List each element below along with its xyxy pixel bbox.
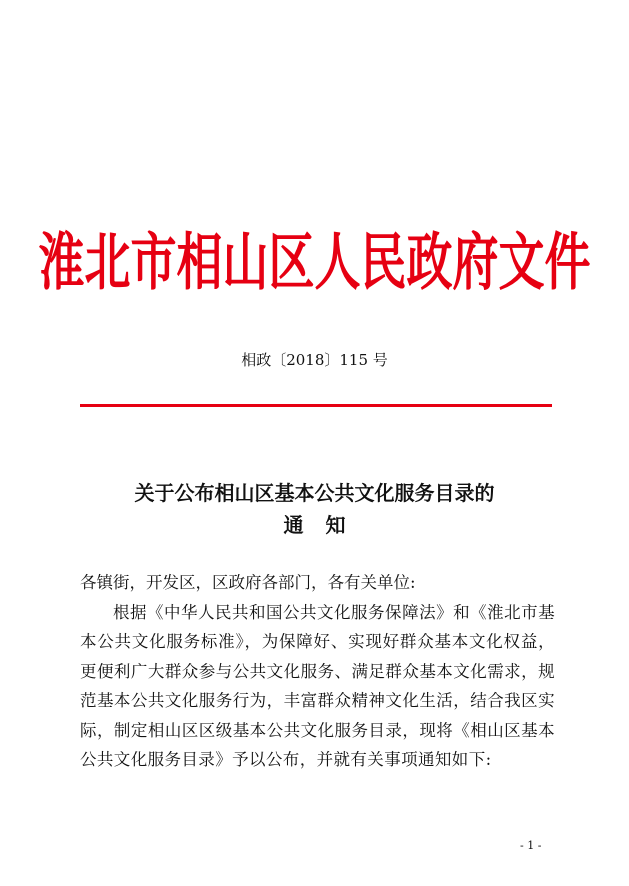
- notice-title-line-2: 通知: [283, 513, 368, 537]
- page-number: - 1 -: [520, 839, 542, 852]
- document-number: 相政〔2018〕115 号: [241, 351, 388, 369]
- header-divider-rule: [80, 404, 552, 407]
- notice-title-line-1: 关于公布相山区基本公共文化服务目录的: [134, 481, 495, 505]
- salutation: 各镇街，开发区，区政府各部门，各有关单位:: [80, 573, 416, 592]
- document-header-title: 淮北市相山区人民政府文件: [38, 225, 591, 299]
- body-paragraph: 根据《中华人民共和国公共文化服务保障法》和《淮北市基本公共文化服务标准》，为保障好、实现好群众基本文化权益，更便利广大群众参与公共文化服务、满足群众基本文化需求，规范基本公共文化服务行为，丰富群众精神文化生活，结合我区实际，制定相山区区级基本公共文化服务目录，现将《相山区基本公共文化服务目录》予以公布，并就有关事项通知如下:: [80, 602, 555, 769]
- notice-body: [80, 568, 555, 775]
